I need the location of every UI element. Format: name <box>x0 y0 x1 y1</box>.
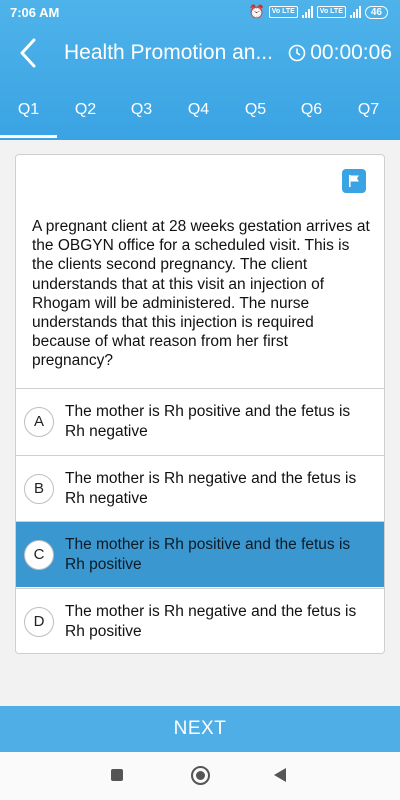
clock-icon <box>288 44 306 62</box>
tab-q5[interactable]: Q5 <box>244 101 267 118</box>
tab-q2[interactable]: Q2 <box>74 101 97 118</box>
page-title: Health Promotion an... <box>64 41 273 64</box>
tab-q7[interactable]: Q7 <box>357 101 380 118</box>
timer-value: 00:00:06 <box>310 41 392 64</box>
option-d[interactable] <box>16 588 385 654</box>
option-letter: D <box>24 607 54 637</box>
question-tabs <box>0 90 400 138</box>
flag-button[interactable] <box>342 169 366 193</box>
option-text: The mother is Rh negative and the fetus is Rh negative <box>65 470 357 507</box>
tab-q1[interactable]: Q1 <box>0 90 57 138</box>
option-text: The mother is Rh positive and the fetus is Rh positive <box>65 536 351 573</box>
option-letter: A <box>24 407 54 437</box>
tab-q4[interactable]: Q4 <box>187 101 210 118</box>
option-text: The mother is Rh negative and the fetus is Rh positive <box>65 603 357 640</box>
signal-icon <box>302 6 313 18</box>
home-icon[interactable] <box>191 766 210 785</box>
question-card <box>15 154 385 654</box>
question-text: A pregnant client at 28 weeks gestation arrives at the OBGYN office for a scheduled visit. This is the clients second pregnancy. The client understands that at this visit an injection of Rhogam will be administered. The nurse understands that this injection is required because of what reason from her first pregnancy? <box>32 218 370 370</box>
option-text: The mother is Rh positive and the fetus is Rh negative <box>65 403 351 440</box>
signal-icon <box>350 6 361 18</box>
tab-q3[interactable]: Q3 <box>130 101 153 118</box>
status-bar <box>0 0 400 26</box>
app-bar <box>0 26 400 82</box>
volte-badge: Vo LTE <box>317 6 346 18</box>
status-icons <box>249 4 388 20</box>
next-button[interactable]: NEXT <box>0 706 400 752</box>
option-c[interactable] <box>16 521 385 587</box>
status-time: 7:06 AM <box>10 5 60 20</box>
back-triangle-icon[interactable] <box>274 768 286 782</box>
system-nav-bar <box>0 752 400 800</box>
option-a[interactable] <box>16 388 385 454</box>
volte-badge: Vo LTE <box>269 6 298 18</box>
quiz-timer <box>288 41 392 65</box>
flag-icon <box>347 174 361 188</box>
option-b[interactable] <box>16 455 385 521</box>
app-header <box>0 0 400 140</box>
option-letter: B <box>24 474 54 504</box>
option-letter: C <box>24 540 54 570</box>
back-button[interactable] <box>10 34 48 72</box>
tab-q6[interactable]: Q6 <box>300 101 323 118</box>
battery-indicator: 46 <box>365 6 388 19</box>
chevron-left-icon <box>10 34 48 72</box>
alarm-clock-icon: ⏰ <box>248 4 265 19</box>
recents-icon[interactable] <box>111 769 123 781</box>
